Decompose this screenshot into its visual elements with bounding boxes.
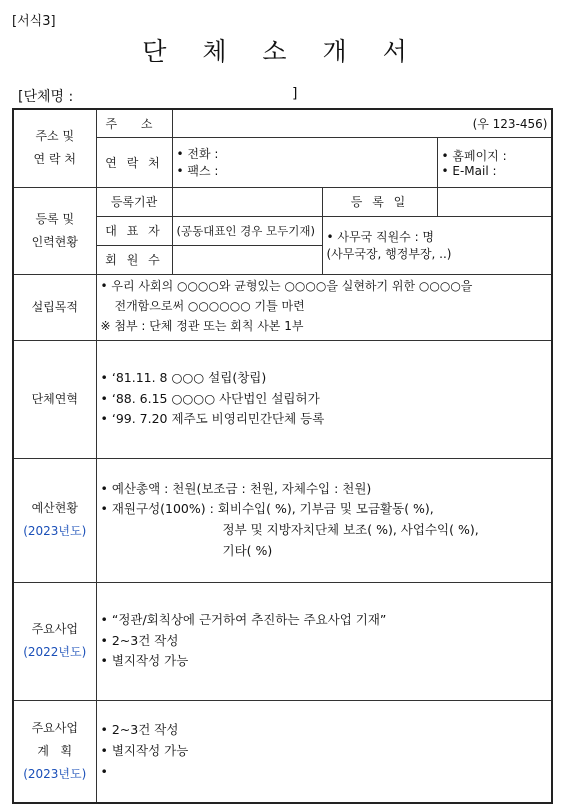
budget-composition-line-2: 정부 및 지방자치단체 보조( %), 사업수익( %), (222, 522, 479, 537)
address-label: 주 소 (96, 109, 172, 137)
project-plan-year: (2023년도) (23, 766, 87, 781)
agency-label: 등록기관 (96, 187, 172, 216)
address-field[interactable]: (우 123-456) (172, 109, 552, 137)
purpose-line-2: 전개함으로써 ○○○○○○ 기틀 마련 (114, 299, 305, 314)
members-field[interactable] (172, 245, 322, 274)
reg-date-label: 등 록 일 (322, 187, 437, 216)
main-project-item: • 별지작성 가능 (100, 653, 189, 669)
phone-label: • 전화 : (176, 147, 219, 161)
purpose-field[interactable] (96, 274, 552, 340)
budget-total-line: • 예산총액 : 천원(보조금 : 천원, 자체수입 : 천원) (100, 480, 372, 496)
project-plan-header: 주요사업 계 획 (2023년도) (13, 700, 96, 803)
history-header: 단체연혁 (13, 340, 96, 458)
staff-count-label: • 사무국 직원수 : 명 (326, 230, 435, 244)
registration-header: 등록 및 인력현황 (13, 187, 96, 274)
plan-item: • (100, 763, 108, 779)
rep-field[interactable]: (공동대표인 경우 모두기재) (172, 216, 322, 245)
agency-field[interactable] (172, 187, 322, 216)
staff-note: (사무국장, 행정부장, ..) (326, 247, 452, 261)
phone-fax-field[interactable] (172, 137, 437, 187)
staff-field[interactable] (322, 216, 552, 274)
history-item: • ‘99. 7.20 제주도 비영리민간단체 등록 (100, 411, 325, 427)
budget-composition-line: • 재원구성(100%) : 회비수입( %), 기부금 및 모금활동( %), (100, 501, 434, 517)
web-email-field[interactable] (437, 137, 552, 187)
main-projects-year: (2022년도) (23, 645, 87, 659)
fax-label: • 팩스 : (176, 164, 219, 178)
main-project-item: • “정관/회칙상에 근거하여 추진하는 주요사업 기재” (100, 612, 387, 628)
contact-label: 연 락 처 (96, 137, 172, 187)
history-field[interactable] (96, 340, 552, 458)
page-title: 단 체 소 개 서 (142, 37, 421, 66)
main-project-item: • 2~3건 작성 (100, 632, 179, 648)
intro-form-table (12, 108, 553, 804)
plan-item: • 2~3건 작성 (100, 722, 179, 738)
budget-header: 예산현황 (2023년도) (13, 458, 96, 582)
purpose-header: 설립목적 (13, 274, 96, 340)
members-label: 회 원 수 (96, 245, 172, 274)
history-item: • ‘81.11. 8 ○○○ 설립(창립) (100, 370, 267, 386)
project-plan-field[interactable] (96, 700, 552, 803)
form-number: [서식3] (12, 14, 56, 29)
org-name-close: ] (292, 86, 298, 102)
plan-item: • 별지작성 가능 (100, 742, 189, 758)
budget-year: (2023년도) (23, 524, 87, 538)
purpose-attachment-note: ※ 첨부 : 단체 정관 또는 회칙 사본 1부 (100, 318, 304, 333)
reg-date-field[interactable] (437, 187, 552, 216)
history-item: • ‘88. 6.15 ○○○○ 사단법인 설립허가 (100, 390, 320, 406)
email-label: • E-Mail : (441, 163, 497, 178)
address-contact-header: 주소 및 연 락 처 (13, 109, 96, 187)
budget-composition-line-3: 기타( %) (222, 542, 273, 558)
budget-field[interactable] (96, 458, 552, 582)
main-projects-field[interactable] (96, 582, 552, 700)
main-projects-header: 주요사업 (2022년도) (13, 582, 96, 700)
homepage-label: • 홈페이지 : (441, 148, 507, 163)
org-name-label: [단체명 : (18, 89, 74, 105)
rep-label: 대 표 자 (96, 216, 172, 245)
purpose-line-1: • 우리 사회의 ○○○○와 균형있는 ○○○○을 실현하기 위한 ○○○○을 (100, 279, 473, 294)
